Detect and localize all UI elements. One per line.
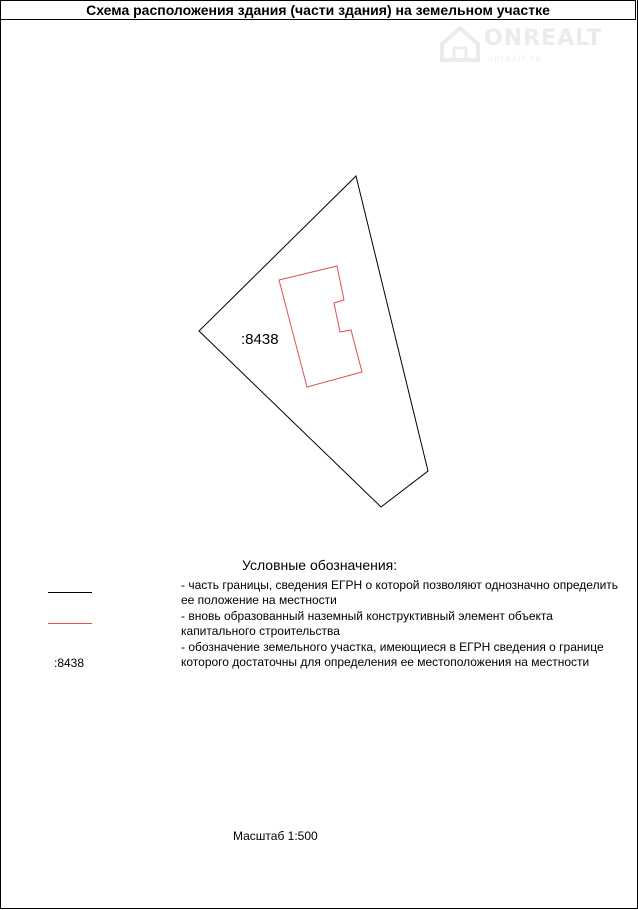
parcel-label-sample: :8438 [54, 656, 85, 670]
legend-title: Условные обозначения: [242, 557, 398, 573]
red-line-sample [48, 623, 92, 624]
watermark-subtext: onrealt.ru [488, 54, 542, 63]
page-title: Схема расположения здания (части здания) на земельном участке [0, 0, 636, 20]
legend-item-text: - вновь образованный наземный конструктивный элемент объекта капитального строительства [181, 609, 553, 638]
building-outline [279, 266, 362, 387]
parcel-label: :8438 [241, 331, 279, 348]
scale-label: Масштаб 1:500 [233, 829, 318, 843]
parcel-boundary [199, 176, 428, 507]
legend-item-text: - часть границы, сведения ЕГРН о которой позволяют однозначно определить ее положение на местности [181, 578, 619, 607]
watermark-text: ONREALT [484, 26, 603, 51]
legend-item-text: - обозначение земельного участка, имеющиеся в ЕГРН сведения о границе которого достаточны для определения ее местоположения на местности [181, 640, 604, 669]
black-line-sample [48, 592, 92, 593]
